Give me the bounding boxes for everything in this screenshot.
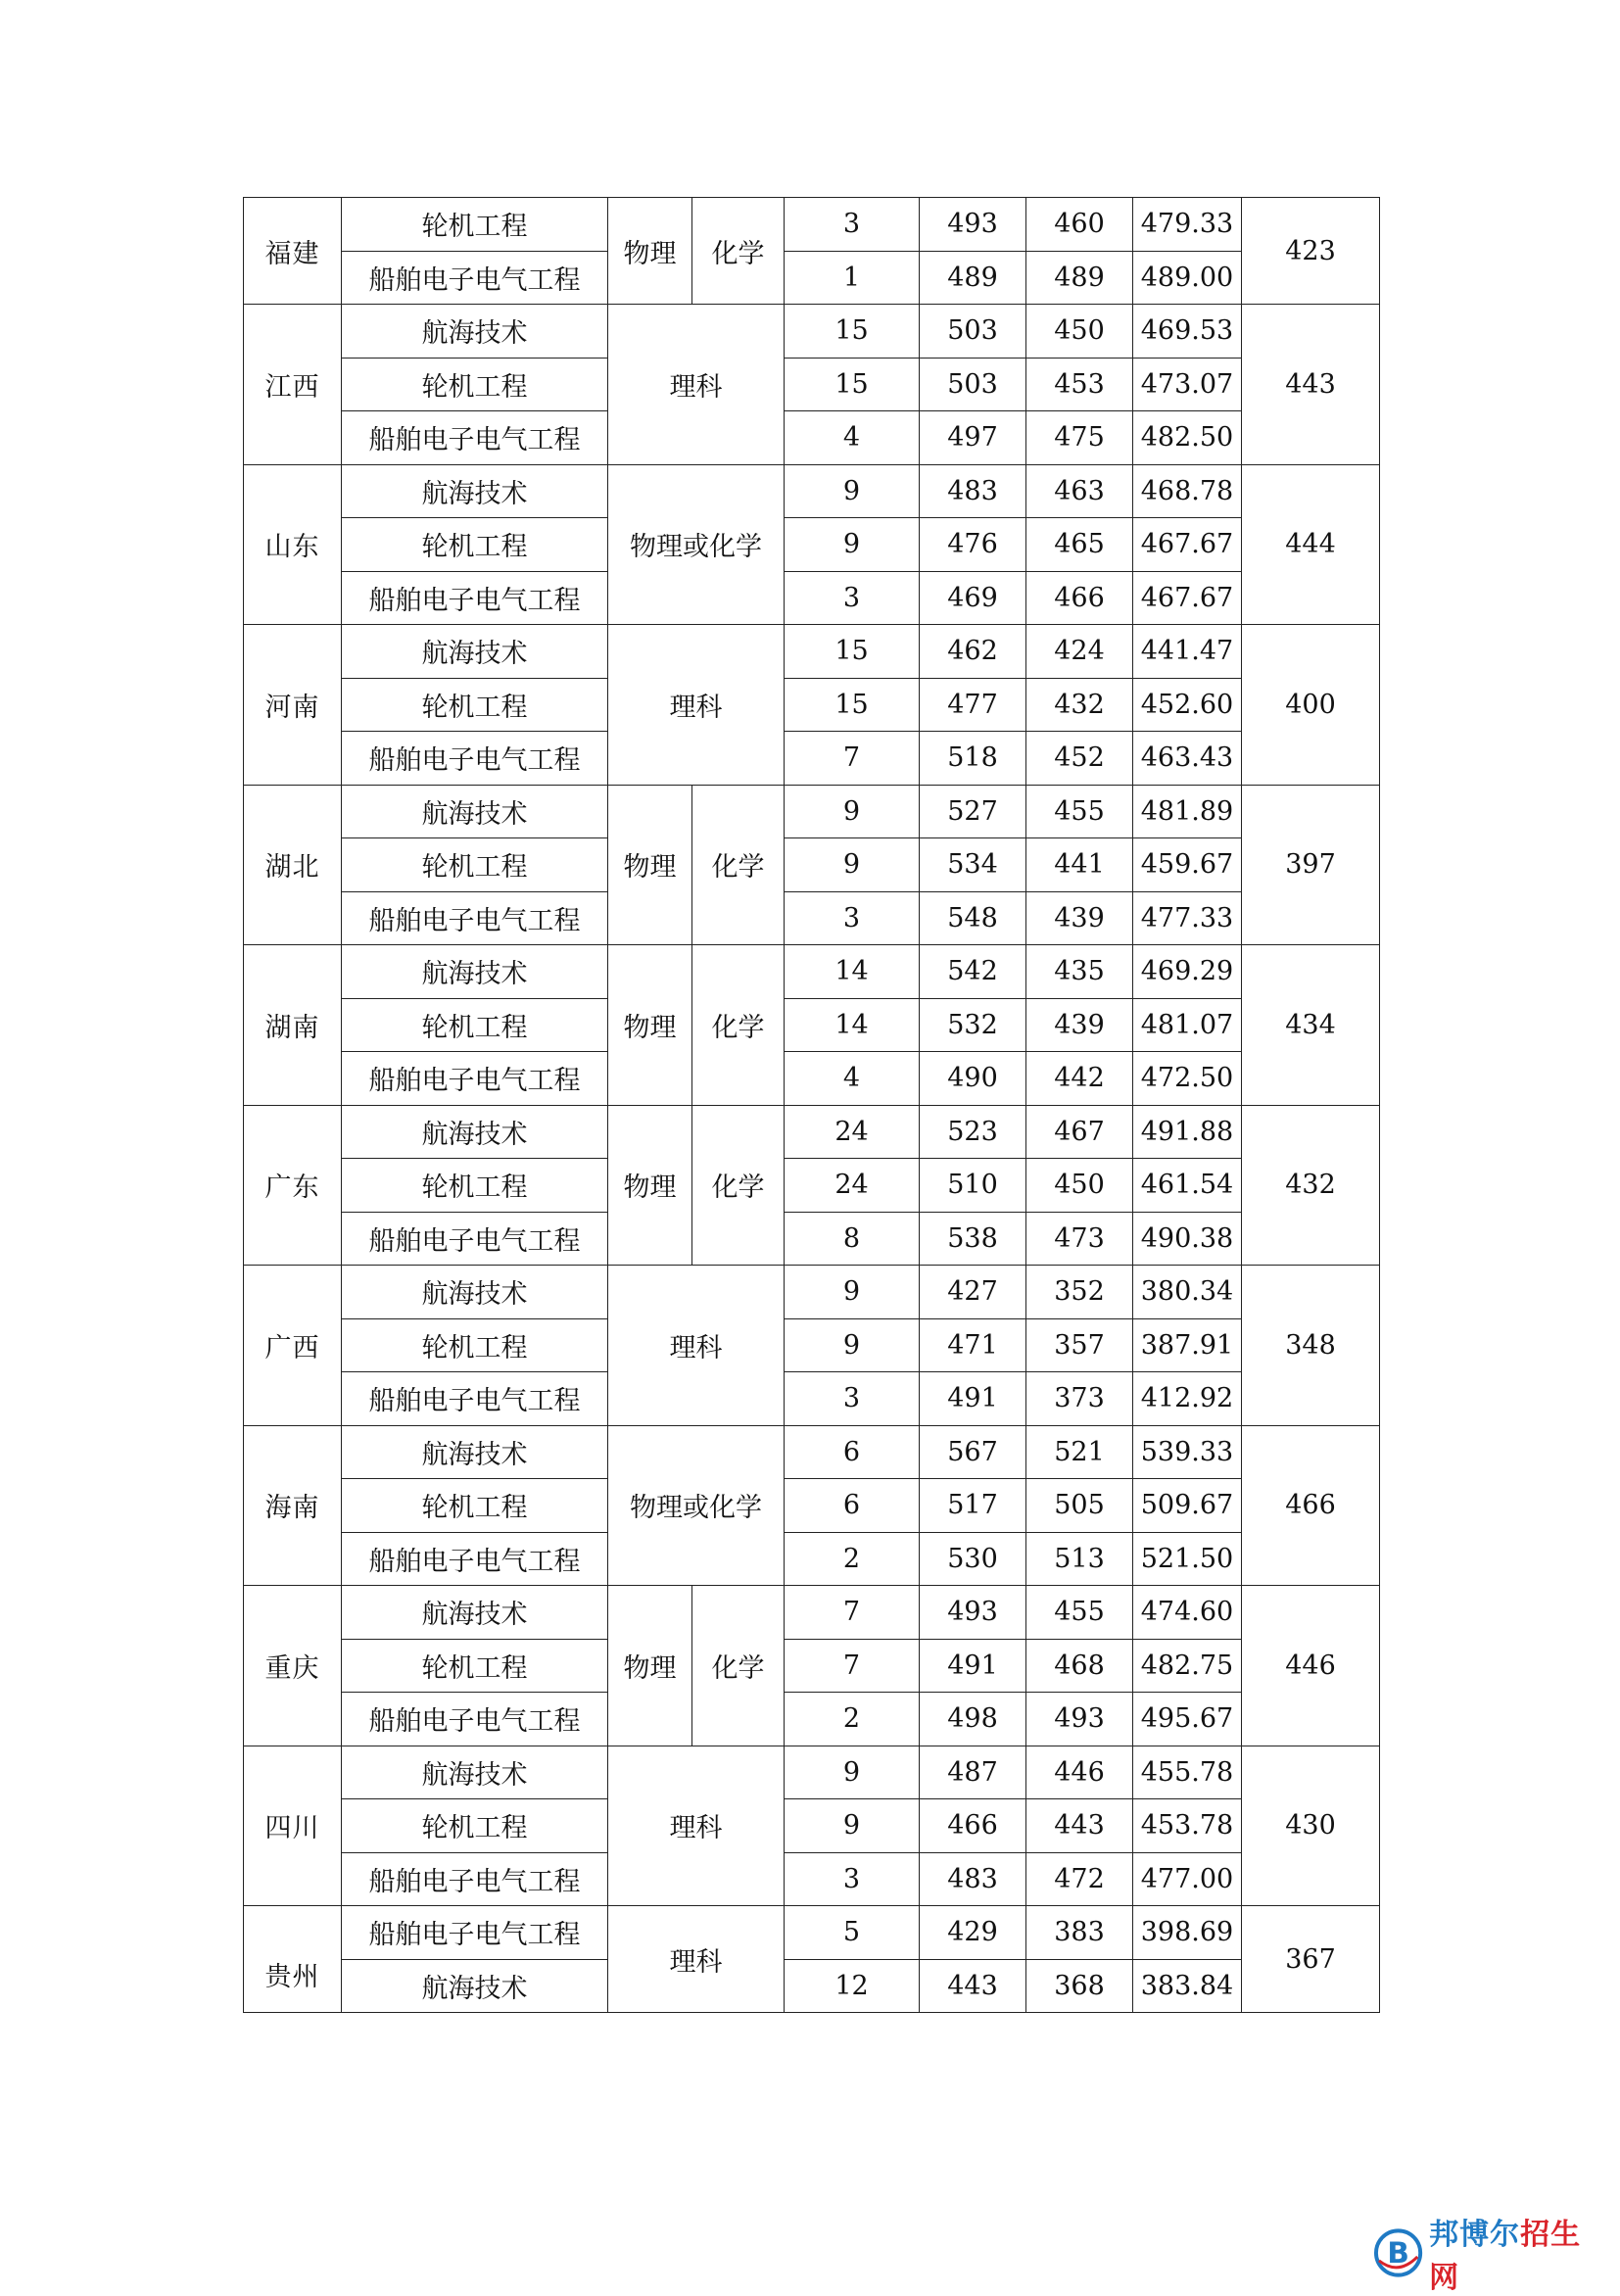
subject-primary-cell: 物理 xyxy=(608,198,692,305)
plan-count-cell: 1 xyxy=(785,251,920,305)
max-score-cell: 490 xyxy=(920,1052,1026,1106)
province-cell: 广西 xyxy=(244,1266,342,1426)
avg-score-cell: 489.00 xyxy=(1133,251,1242,305)
avg-score-cell: 469.29 xyxy=(1133,945,1242,999)
min-score-cell: 450 xyxy=(1026,1159,1133,1213)
min-score-cell: 439 xyxy=(1026,891,1133,945)
min-score-cell: 450 xyxy=(1026,305,1133,359)
plan-count-cell: 6 xyxy=(785,1425,920,1479)
plan-count-cell: 3 xyxy=(785,891,920,945)
province-cell: 四川 xyxy=(244,1746,342,1906)
avg-score-cell: 398.69 xyxy=(1133,1906,1242,1960)
min-score-cell: 452 xyxy=(1026,732,1133,786)
min-score-cell: 439 xyxy=(1026,998,1133,1052)
major-cell: 航海技术 xyxy=(342,1586,608,1640)
plan-count-cell: 3 xyxy=(785,1372,920,1426)
subject-cell: 理科 xyxy=(608,1906,785,2013)
plan-count-cell: 7 xyxy=(785,732,920,786)
subject-cell: 理科 xyxy=(608,625,785,786)
subject-secondary-cell: 化学 xyxy=(692,198,785,305)
plan-count-cell: 24 xyxy=(785,1159,920,1213)
major-cell: 轮机工程 xyxy=(342,1639,608,1693)
avg-score-cell: 383.84 xyxy=(1133,1959,1242,2013)
max-score-cell: 510 xyxy=(920,1159,1026,1213)
max-score-cell: 483 xyxy=(920,1852,1026,1906)
avg-score-cell: 455.78 xyxy=(1133,1746,1242,1799)
min-score-cell: 513 xyxy=(1026,1532,1133,1586)
min-score-cell: 455 xyxy=(1026,785,1133,838)
table-row xyxy=(244,998,1380,1052)
avg-score-cell: 473.07 xyxy=(1133,358,1242,411)
avg-score-cell: 412.92 xyxy=(1133,1372,1242,1426)
major-cell: 船舶电子电气工程 xyxy=(342,1906,608,1960)
max-score-cell: 517 xyxy=(920,1479,1026,1533)
plan-count-cell: 15 xyxy=(785,305,920,359)
plan-count-cell: 9 xyxy=(785,518,920,572)
avg-score-cell: 463.43 xyxy=(1133,732,1242,786)
province-cell: 海南 xyxy=(244,1425,342,1586)
max-score-cell: 497 xyxy=(920,411,1026,465)
plan-count-cell: 4 xyxy=(785,411,920,465)
province-cell: 重庆 xyxy=(244,1586,342,1746)
table-row xyxy=(244,198,1380,252)
min-score-cell: 489 xyxy=(1026,251,1133,305)
major-cell: 航海技术 xyxy=(342,1266,608,1319)
avg-score-cell: 482.50 xyxy=(1133,411,1242,465)
major-cell: 航海技术 xyxy=(342,785,608,838)
province-cell: 福建 xyxy=(244,198,342,305)
control-line-cell: 446 xyxy=(1242,1586,1380,1746)
major-cell: 船舶电子电气工程 xyxy=(342,732,608,786)
plan-count-cell: 3 xyxy=(785,571,920,625)
min-score-cell: 446 xyxy=(1026,1746,1133,1799)
major-cell: 航海技术 xyxy=(342,1746,608,1799)
table-row xyxy=(244,1799,1380,1853)
plan-count-cell: 7 xyxy=(785,1586,920,1640)
major-cell: 船舶电子电气工程 xyxy=(342,1693,608,1746)
subject-cell: 理科 xyxy=(608,1266,785,1426)
control-line-cell: 400 xyxy=(1242,625,1380,786)
table-row xyxy=(244,1639,1380,1693)
avg-score-cell: 459.67 xyxy=(1133,838,1242,892)
major-cell: 轮机工程 xyxy=(342,838,608,892)
table-row xyxy=(244,891,1380,945)
subject-cell: 物理或化学 xyxy=(608,464,785,625)
max-score-cell: 503 xyxy=(920,358,1026,411)
plan-count-cell: 15 xyxy=(785,678,920,732)
control-line-cell: 423 xyxy=(1242,198,1380,305)
major-cell: 轮机工程 xyxy=(342,1318,608,1372)
avg-score-cell: 477.33 xyxy=(1133,891,1242,945)
min-score-cell: 505 xyxy=(1026,1479,1133,1533)
avg-score-cell: 509.67 xyxy=(1133,1479,1242,1533)
province-label: 贵州 xyxy=(264,1961,320,1992)
avg-score-cell: 387.91 xyxy=(1133,1318,1242,1372)
table-row xyxy=(244,732,1380,786)
min-score-cell: 357 xyxy=(1026,1318,1133,1372)
avg-score-cell: 521.50 xyxy=(1133,1532,1242,1586)
plan-count-cell: 8 xyxy=(785,1212,920,1266)
plan-count-cell: 3 xyxy=(785,198,920,252)
avg-score-cell: 495.67 xyxy=(1133,1693,1242,1746)
avg-score-cell: 481.89 xyxy=(1133,785,1242,838)
watermark-text-accent: 招生网 xyxy=(1429,2218,1582,2295)
min-score-cell: 455 xyxy=(1026,1586,1133,1640)
subject-primary-cell: 物理 xyxy=(608,1586,692,1746)
major-cell: 轮机工程 xyxy=(342,1159,608,1213)
max-score-cell: 527 xyxy=(920,785,1026,838)
min-score-cell: 465 xyxy=(1026,518,1133,572)
table-row xyxy=(244,1693,1380,1746)
avg-score-cell: 461.54 xyxy=(1133,1159,1242,1213)
major-cell: 船舶电子电气工程 xyxy=(342,1852,608,1906)
major-cell: 航海技术 xyxy=(342,305,608,359)
table-row xyxy=(244,1532,1380,1586)
max-score-cell: 518 xyxy=(920,732,1026,786)
min-score-cell: 473 xyxy=(1026,1212,1133,1266)
table-row xyxy=(244,1105,1380,1159)
avg-score-cell: 491.88 xyxy=(1133,1105,1242,1159)
province-cell: 江西 xyxy=(244,305,342,465)
admission-score-table xyxy=(243,197,1380,2013)
min-score-cell: 453 xyxy=(1026,358,1133,411)
major-cell: 航海技术 xyxy=(342,1105,608,1159)
plan-count-cell: 9 xyxy=(785,1266,920,1319)
table-row xyxy=(244,1425,1380,1479)
plan-count-cell: 2 xyxy=(785,1532,920,1586)
subject-cell: 理科 xyxy=(608,1746,785,1906)
table-row xyxy=(244,1906,1380,1960)
min-score-cell: 432 xyxy=(1026,678,1133,732)
table-row xyxy=(244,251,1380,305)
table-row xyxy=(244,411,1380,465)
min-score-cell: 373 xyxy=(1026,1372,1133,1426)
control-line-cell: 430 xyxy=(1242,1746,1380,1906)
major-cell: 航海技术 xyxy=(342,1959,608,2013)
table-row xyxy=(244,1052,1380,1106)
major-cell: 航海技术 xyxy=(342,945,608,999)
min-score-cell: 521 xyxy=(1026,1425,1133,1479)
major-cell: 轮机工程 xyxy=(342,998,608,1052)
major-cell: 轮机工程 xyxy=(342,518,608,572)
table-body xyxy=(244,198,1380,2013)
min-score-cell: 424 xyxy=(1026,625,1133,679)
province-cell: 山东 xyxy=(244,464,342,625)
max-score-cell: 530 xyxy=(920,1532,1026,1586)
max-score-cell: 443 xyxy=(920,1959,1026,2013)
control-line-cell: 434 xyxy=(1242,945,1380,1106)
avg-score-cell: 467.67 xyxy=(1133,518,1242,572)
major-cell: 轮机工程 xyxy=(342,678,608,732)
max-score-cell: 427 xyxy=(920,1266,1026,1319)
max-score-cell: 493 xyxy=(920,1586,1026,1640)
major-cell: 轮机工程 xyxy=(342,1799,608,1853)
min-score-cell: 352 xyxy=(1026,1266,1133,1319)
max-score-cell: 489 xyxy=(920,251,1026,305)
table-row xyxy=(244,1746,1380,1799)
major-cell: 船舶电子电气工程 xyxy=(342,1532,608,1586)
table-row xyxy=(244,678,1380,732)
major-cell: 船舶电子电气工程 xyxy=(342,571,608,625)
table-row xyxy=(244,1159,1380,1213)
control-line-cell: 443 xyxy=(1242,305,1380,465)
avg-score-cell: 477.00 xyxy=(1133,1852,1242,1906)
min-score-cell: 435 xyxy=(1026,945,1133,999)
avg-score-cell: 472.50 xyxy=(1133,1052,1242,1106)
major-cell: 船舶电子电气工程 xyxy=(342,1052,608,1106)
plan-count-cell: 6 xyxy=(785,1479,920,1533)
province-cell: 湖北 xyxy=(244,785,342,945)
major-cell: 航海技术 xyxy=(342,625,608,679)
table-row xyxy=(244,1852,1380,1906)
avg-score-cell: 452.60 xyxy=(1133,678,1242,732)
max-score-cell: 548 xyxy=(920,891,1026,945)
avg-score-cell: 467.67 xyxy=(1133,571,1242,625)
watermark-text xyxy=(1429,2210,1608,2296)
max-score-cell: 491 xyxy=(920,1372,1026,1426)
min-score-cell: 467 xyxy=(1026,1105,1133,1159)
table-row xyxy=(244,945,1380,999)
table-row xyxy=(244,1959,1380,2013)
max-score-cell: 471 xyxy=(920,1318,1026,1372)
plan-count-cell: 24 xyxy=(785,1105,920,1159)
major-cell: 航海技术 xyxy=(342,464,608,518)
min-score-cell: 460 xyxy=(1026,198,1133,252)
plan-count-cell: 9 xyxy=(785,464,920,518)
table-row xyxy=(244,1479,1380,1533)
plan-count-cell: 9 xyxy=(785,838,920,892)
max-score-cell: 462 xyxy=(920,625,1026,679)
max-score-cell: 542 xyxy=(920,945,1026,999)
min-score-cell: 475 xyxy=(1026,411,1133,465)
avg-score-cell: 479.33 xyxy=(1133,198,1242,252)
avg-score-cell: 482.75 xyxy=(1133,1639,1242,1693)
plan-count-cell: 9 xyxy=(785,1746,920,1799)
subject-secondary-cell: 化学 xyxy=(692,945,785,1106)
plan-count-cell: 14 xyxy=(785,998,920,1052)
max-score-cell: 487 xyxy=(920,1746,1026,1799)
max-score-cell: 491 xyxy=(920,1639,1026,1693)
min-score-cell: 472 xyxy=(1026,1852,1133,1906)
plan-count-cell: 14 xyxy=(785,945,920,999)
max-score-cell: 477 xyxy=(920,678,1026,732)
avg-score-cell: 474.60 xyxy=(1133,1586,1242,1640)
control-line-cell: 466 xyxy=(1242,1425,1380,1586)
major-cell: 轮机工程 xyxy=(342,198,608,252)
min-score-cell: 442 xyxy=(1026,1052,1133,1106)
min-score-cell: 441 xyxy=(1026,838,1133,892)
control-line-cell: 397 xyxy=(1242,785,1380,945)
subject-primary-cell: 物理 xyxy=(608,1105,692,1266)
min-score-cell: 468 xyxy=(1026,1639,1133,1693)
subject-secondary-cell: 化学 xyxy=(692,1105,785,1266)
min-score-cell: 368 xyxy=(1026,1959,1133,2013)
max-score-cell: 523 xyxy=(920,1105,1026,1159)
table-row xyxy=(244,625,1380,679)
table-row xyxy=(244,1266,1380,1319)
avg-score-cell: 481.07 xyxy=(1133,998,1242,1052)
plan-count-cell: 15 xyxy=(785,358,920,411)
control-line-cell: 367 xyxy=(1242,1906,1380,2013)
max-score-cell: 429 xyxy=(920,1906,1026,1960)
avg-score-cell: 469.53 xyxy=(1133,305,1242,359)
province-cell xyxy=(244,1906,342,2013)
min-score-cell: 463 xyxy=(1026,464,1133,518)
logo-letter: B xyxy=(1387,2235,1409,2270)
bangboer-logo-icon xyxy=(1373,2227,1423,2278)
table-row xyxy=(244,1318,1380,1372)
subject-cell: 物理或化学 xyxy=(608,1425,785,1586)
min-score-cell: 493 xyxy=(1026,1693,1133,1746)
major-cell: 船舶电子电气工程 xyxy=(342,251,608,305)
control-line-cell: 432 xyxy=(1242,1105,1380,1266)
plan-count-cell: 7 xyxy=(785,1639,920,1693)
min-score-cell: 443 xyxy=(1026,1799,1133,1853)
province-cell: 河南 xyxy=(244,625,342,786)
plan-count-cell: 15 xyxy=(785,625,920,679)
plan-count-cell: 2 xyxy=(785,1693,920,1746)
plan-count-cell: 9 xyxy=(785,785,920,838)
subject-cell: 理科 xyxy=(608,305,785,465)
avg-score-cell: 539.33 xyxy=(1133,1425,1242,1479)
max-score-cell: 503 xyxy=(920,305,1026,359)
max-score-cell: 469 xyxy=(920,571,1026,625)
plan-count-cell: 9 xyxy=(785,1799,920,1853)
table-row xyxy=(244,305,1380,359)
table-row xyxy=(244,571,1380,625)
subject-primary-cell: 物理 xyxy=(608,785,692,945)
max-score-cell: 483 xyxy=(920,464,1026,518)
table-row xyxy=(244,464,1380,518)
max-score-cell: 538 xyxy=(920,1212,1026,1266)
province-cell: 湖南 xyxy=(244,945,342,1106)
plan-count-cell: 9 xyxy=(785,1318,920,1372)
major-cell: 轮机工程 xyxy=(342,358,608,411)
major-cell: 船舶电子电气工程 xyxy=(342,891,608,945)
min-score-cell: 466 xyxy=(1026,571,1133,625)
avg-score-cell: 453.78 xyxy=(1133,1799,1242,1853)
plan-count-cell: 4 xyxy=(785,1052,920,1106)
max-score-cell: 476 xyxy=(920,518,1026,572)
table-row xyxy=(244,785,1380,838)
control-line-cell: 348 xyxy=(1242,1266,1380,1426)
max-score-cell: 532 xyxy=(920,998,1026,1052)
subject-secondary-cell: 化学 xyxy=(692,785,785,945)
max-score-cell: 498 xyxy=(920,1693,1026,1746)
major-cell: 船舶电子电气工程 xyxy=(342,1212,608,1266)
major-cell: 航海技术 xyxy=(342,1425,608,1479)
avg-score-cell: 468.78 xyxy=(1133,464,1242,518)
subject-primary-cell: 物理 xyxy=(608,945,692,1106)
major-cell: 轮机工程 xyxy=(342,1479,608,1533)
table-row xyxy=(244,1586,1380,1640)
watermark xyxy=(1373,2218,1608,2295)
table-row xyxy=(244,838,1380,892)
subject-secondary-cell: 化学 xyxy=(692,1586,785,1746)
min-score-cell: 383 xyxy=(1026,1906,1133,1960)
table-row xyxy=(244,1372,1380,1426)
avg-score-cell: 380.34 xyxy=(1133,1266,1242,1319)
avg-score-cell: 441.47 xyxy=(1133,625,1242,679)
major-cell: 船舶电子电气工程 xyxy=(342,411,608,465)
plan-count-cell: 3 xyxy=(785,1852,920,1906)
plan-count-cell: 5 xyxy=(785,1906,920,1960)
max-score-cell: 493 xyxy=(920,198,1026,252)
major-cell: 船舶电子电气工程 xyxy=(342,1372,608,1426)
plan-count-cell: 12 xyxy=(785,1959,920,2013)
province-cell: 广东 xyxy=(244,1105,342,1266)
watermark-text-main: 邦博尔 xyxy=(1429,2218,1521,2252)
table-row xyxy=(244,518,1380,572)
max-score-cell: 466 xyxy=(920,1799,1026,1853)
control-line-cell: 444 xyxy=(1242,464,1380,625)
table-row xyxy=(244,358,1380,411)
max-score-cell: 567 xyxy=(920,1425,1026,1479)
avg-score-cell: 490.38 xyxy=(1133,1212,1242,1266)
table-row xyxy=(244,1212,1380,1266)
max-score-cell: 534 xyxy=(920,838,1026,892)
